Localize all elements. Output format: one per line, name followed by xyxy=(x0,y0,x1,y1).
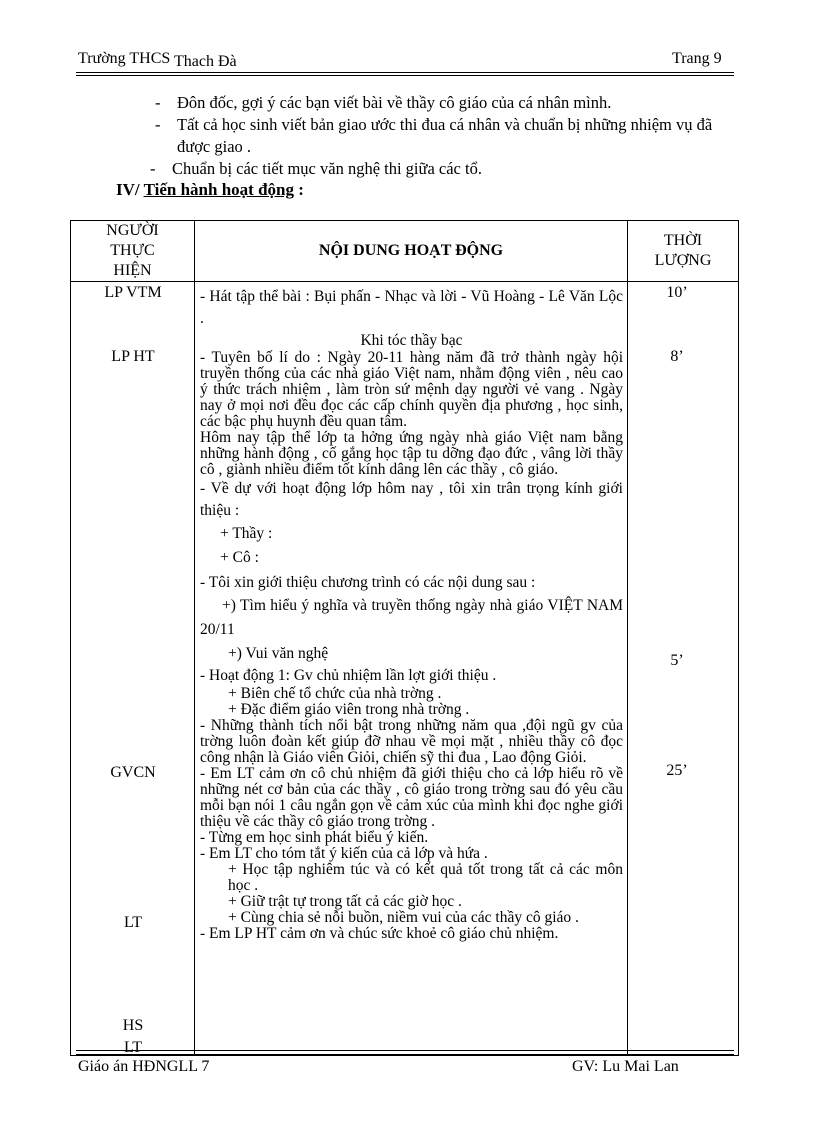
header-time: THỜI LƯỢNG xyxy=(628,221,739,282)
content-line: + Biên chế tổ chức của nhà trờng . xyxy=(228,685,442,702)
table-body-row xyxy=(71,282,739,1056)
time-column xyxy=(628,282,739,1056)
content-line: - Em LP HT cảm ơn và chúc sức khoẻ cô giáo chủ nhiệm. xyxy=(200,925,559,942)
table-header-row xyxy=(71,221,739,282)
who-cell: HS xyxy=(122,1017,144,1034)
content-line: - Những thành tích nổi bật trong những năm qua ,đội ngũ gv của trờng luôn đoàn kết giúp đỡ nhau về mọi mặt , nhiều thầy cô đọc công nhận là Giáo viên Giỏi, chiến sỹ thi đua , Lao động Giỏi. xyxy=(200,717,623,766)
header-who: NGƯỜI THỰC HIỆN xyxy=(71,221,195,282)
content-line: - Tôi xin giới thiệu chương trình có các nội dung sau : xyxy=(200,574,536,591)
footer-left: Giáo án HĐNGLL 7 xyxy=(78,1058,210,1075)
content-line: - Hát tập thể bài : Bụi phấn - Nhạc và lời - Vũ Hoàng - Lê Văn Lộc . xyxy=(200,288,623,327)
who-cell: GVCN xyxy=(110,764,156,781)
intro-item: - Tất cả học sinh viết bản giao ước thi đua cá nhân và chuẩn bị những nhiệm vụ đã được giao . xyxy=(155,115,713,156)
section-heading: IV/ Tiến hành hoạt động : xyxy=(116,180,304,199)
time-cell: 8’ xyxy=(670,348,684,365)
content-line: + Học tập nghiêm túc và có kết quả tốt trong tất cả các môn học . xyxy=(228,861,623,894)
time-cell: 5’ xyxy=(670,652,684,669)
header-rule xyxy=(76,72,734,73)
content-line: - Từng em học sinh phát biểu ý kiến. xyxy=(200,829,429,846)
who-column xyxy=(71,282,195,1056)
content-column xyxy=(195,282,628,1056)
content-line: Khi tóc thầy bạc xyxy=(360,332,463,349)
content-line: - Về dự với hoạt động lớp hôm nay , tôi xin trân trọng kính giới thiệu : xyxy=(200,480,623,519)
content-line: +) Vui văn nghệ xyxy=(228,645,329,662)
content-line: Hôm nay tập thể lớp ta hởng ứng ngày nhà giáo Việt nam bằng những hành động , cố gắng học tập tu dỡng đạo đức , vâng lời thầy cô , giành nhiều điểm tốt kính dâng lên các thầy , cô giáo. xyxy=(200,429,623,478)
content-line: + Cô : xyxy=(220,549,259,566)
header-school: Trường THCS Thach Đà xyxy=(78,50,237,70)
who-cell: LT xyxy=(123,1039,143,1056)
header-rule-2 xyxy=(76,75,734,76)
time-cell: 10’ xyxy=(666,284,688,301)
activity-table xyxy=(70,220,739,1056)
footer-rule-2 xyxy=(76,1054,734,1056)
header-content: NỘI DUNG HOẠT ĐỘNG xyxy=(195,221,628,282)
who-cell: LT xyxy=(123,914,143,931)
footer-rule xyxy=(76,1050,734,1051)
intro-item: - Chuẩn bị các tiết mục văn nghệ thi giữa các tổ. xyxy=(150,159,482,178)
time-cell: 25’ xyxy=(666,762,688,779)
intro-list xyxy=(150,92,740,180)
content-line: +) Tìm hiểu ý nghĩa và truyền thống ngày nhà giáo VIỆT NAM 20/11 xyxy=(200,597,623,638)
content-line: + Giữ trật tự trong tất cả các giờ học . xyxy=(228,893,462,910)
content-line: - Em LT cho tóm tắt ý kiến của cả lớp và hứa . xyxy=(200,845,488,862)
footer-right: GV: Lu Mai Lan xyxy=(572,1058,679,1075)
content-line: - Hoạt động 1: Gv chủ nhiệm lần lợt giới thiệu . xyxy=(200,667,497,684)
content-block xyxy=(200,286,623,942)
content-line: - Em LT cảm ơn cô chủ nhiệm đã giới thiệu cho cả lớp hiểu rõ về những nét cơ bản của các thầy , cô giáo trong trờng sau đó yêu cầu mỗi bạn nói 1 câu ngắn gọn về cảm xúc của mình khi đọc nghe giới thiệu về các thầy cô giáo trong trờng . xyxy=(200,765,623,830)
intro-item: - Đôn đốc, gợi ý các bạn viết bài về thầy cô giáo của cá nhân mình. xyxy=(155,93,612,112)
content-line: + Cùng chia sẻ nỗi buồn, niềm vui của các thầy cô giáo . xyxy=(228,909,579,926)
content-line: + Thầy : xyxy=(220,525,273,542)
who-cell: LP HT xyxy=(111,348,155,365)
content-line: - Tuyên bố lí do : Ngày 20-11 hàng năm đã trở thành ngày hội truyền thống của các nhà giáo Việt nam, nhằm động viên , nêu cao ý thức trách nhiệm , làm tròn sứ mệnh dạy người vẻ vang . Ngày nay ở mọi nơi đều đọc các cấp chính quyền địa phương , học sinh, các bậc phụ huynh đều quan tâm. xyxy=(200,349,623,430)
content-line: + Đặc điểm giáo viên trong nhà trờng . xyxy=(228,701,470,718)
who-cell: LP VTM xyxy=(104,284,162,301)
page-number: Trang 9 xyxy=(672,50,722,67)
